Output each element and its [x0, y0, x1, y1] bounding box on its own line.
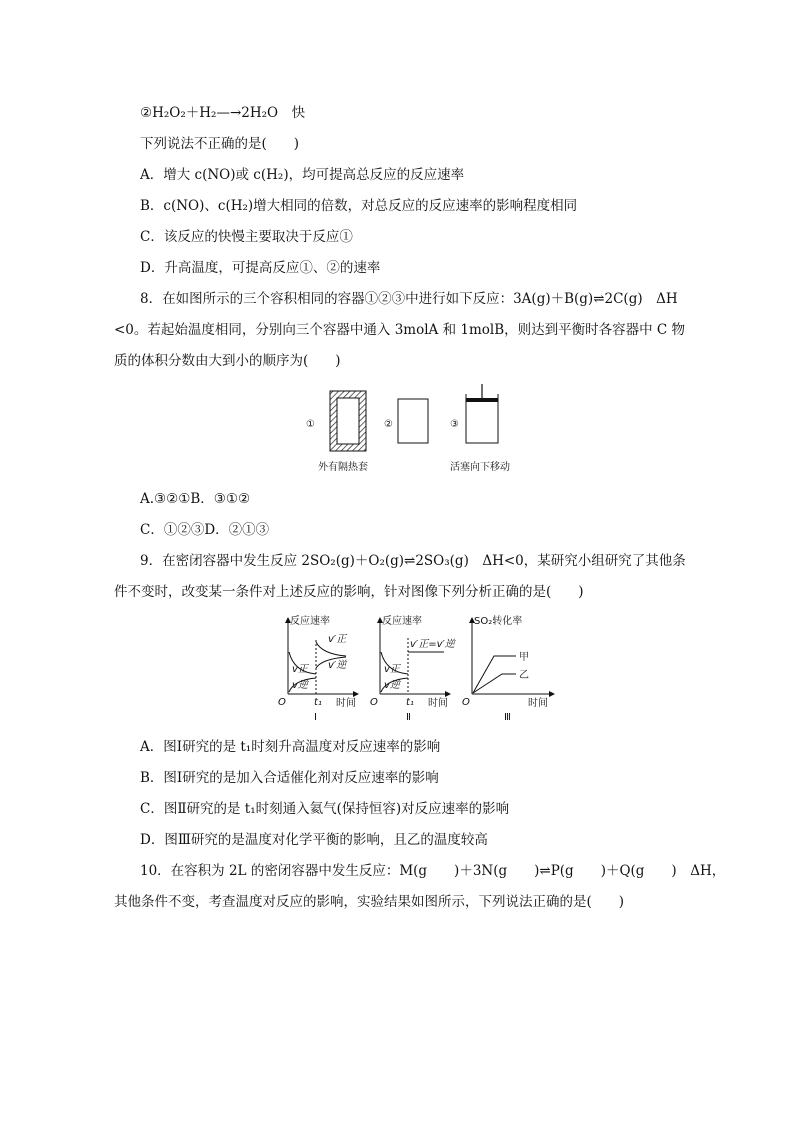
graph-2-t1: t₁: [406, 697, 414, 708]
graph-1-numeral: Ⅰ: [314, 712, 317, 723]
q7-option-d: D．升高温度，可提高反应①、②的速率: [140, 260, 381, 276]
graph-3-jia: 甲: [519, 652, 529, 663]
q9-option-b: B．图Ⅰ研究的是加入合适催化剂对反应速率的影响: [140, 770, 439, 786]
q7-option-c: C．该反应的快慢主要取决于反应①: [140, 229, 353, 245]
graph-1-v-rev: v逆: [292, 680, 308, 691]
graph-1-v-fwd: v正: [292, 664, 308, 675]
graph-1-ylabel: 反应速率: [290, 616, 330, 627]
graph-2-v-eq: v′正=v′逆: [410, 639, 455, 650]
q8-stem-line3: 质的体积分数由大到小的顺序为( ): [114, 353, 341, 369]
q7-option-a: A．增大 c(NO)或 c(H₂)，均可提高总反应的反应速率: [140, 167, 465, 183]
q8-stem-line1: 8．在如图所示的三个容积相同的容器①②③中进行如下反应：3A(g)＋B(g)⇌2C(g) ΔH: [140, 291, 678, 307]
graph-3-numeral: Ⅲ: [504, 712, 511, 723]
graph-1: [278, 614, 356, 723]
graph-1-t1: t₁: [314, 697, 322, 708]
q8-options-cd: C．①②③D．②①③: [140, 522, 270, 538]
graph-1-xlabel: 时间: [336, 698, 356, 709]
graph-2-v-rev: v逆: [384, 680, 400, 691]
q10-stem-line2: 其他条件不变，考查温度对反应的影响，实验结果如图所示，下列说法正确的是( ): [114, 894, 625, 910]
container-3-caption: 活塞向下移动: [450, 462, 510, 473]
graph-2-xlabel: 时间: [428, 698, 448, 709]
graph-3-origin: O: [462, 697, 470, 708]
container-2: [398, 399, 428, 443]
graph-3-yi: 乙: [519, 670, 529, 681]
graph-2-ylabel: 反应速率: [382, 616, 422, 627]
q9-stem-line1: 9．在密闭容器中发生反应 2SO₂(g)＋O₂(g)⇌2SO₃(g) ΔH<0，某研究小组研究了其他条: [140, 553, 686, 569]
q9-graph-figure: [276, 612, 566, 724]
graph-2-origin: O: [370, 697, 378, 708]
q8-options-ab: A.③②①B．③①②: [140, 491, 251, 507]
container-3-label: ③: [450, 419, 459, 430]
container-3-piston: [466, 384, 498, 443]
graph-3-xlabel: 时间: [528, 698, 548, 709]
graph-1-origin: O: [278, 697, 286, 708]
q7-stem: 下列说法不正确的是( ): [140, 136, 300, 152]
graph-1-v-rev2: v′逆: [328, 660, 347, 671]
graph-3: [462, 614, 552, 723]
container-1-caption: 外有隔热套: [318, 462, 368, 473]
q7-option-b: B．c(NO)、c(H₂)增大相同的倍数，对总反应的反应速率的影响程度相同: [140, 198, 578, 214]
container-2-label: ②: [384, 419, 393, 430]
container-1-insulated: [330, 391, 366, 451]
graph-2-numeral: Ⅱ: [406, 712, 411, 723]
reaction-step-2: ②H₂O₂＋H₂—→2H₂O 快: [140, 105, 306, 121]
graph-2: [370, 614, 457, 723]
q9-stem-line2: 件不变时，改变某一条件对上述反应的影响，针对图像下列分析正确的是( ): [114, 584, 584, 600]
graph-1-v-fwd2: v′正: [328, 634, 347, 645]
q8-container-figure: [300, 384, 520, 476]
q8-stem-line2: <0。若起始温度相同，分别向三个容器中通入 3molA 和 1molB，则达到平衡时各容器中 C 物: [114, 322, 686, 338]
graph-3-ylabel: SO₂转化率: [474, 616, 523, 627]
graph-2-v-fwd: v正: [384, 664, 400, 675]
q9-option-d: D．图Ⅲ研究的是温度对化学平衡的影响，且乙的温度较高: [140, 832, 488, 848]
q10-stem-line1: 10．在容积为 2L 的密闭容器中发生反应：M(g )＋3N(g )⇌P(g )＋Q(g ) ΔH，: [140, 863, 726, 879]
container-1-label: ①: [306, 419, 315, 430]
q9-option-a: A．图Ⅰ研究的是 t₁时刻升高温度对反应速率的影响: [140, 739, 441, 755]
q9-option-c: C．图Ⅱ研究的是 t₁时刻通入氦气(保持恒容)对反应速率的影响: [140, 801, 510, 817]
